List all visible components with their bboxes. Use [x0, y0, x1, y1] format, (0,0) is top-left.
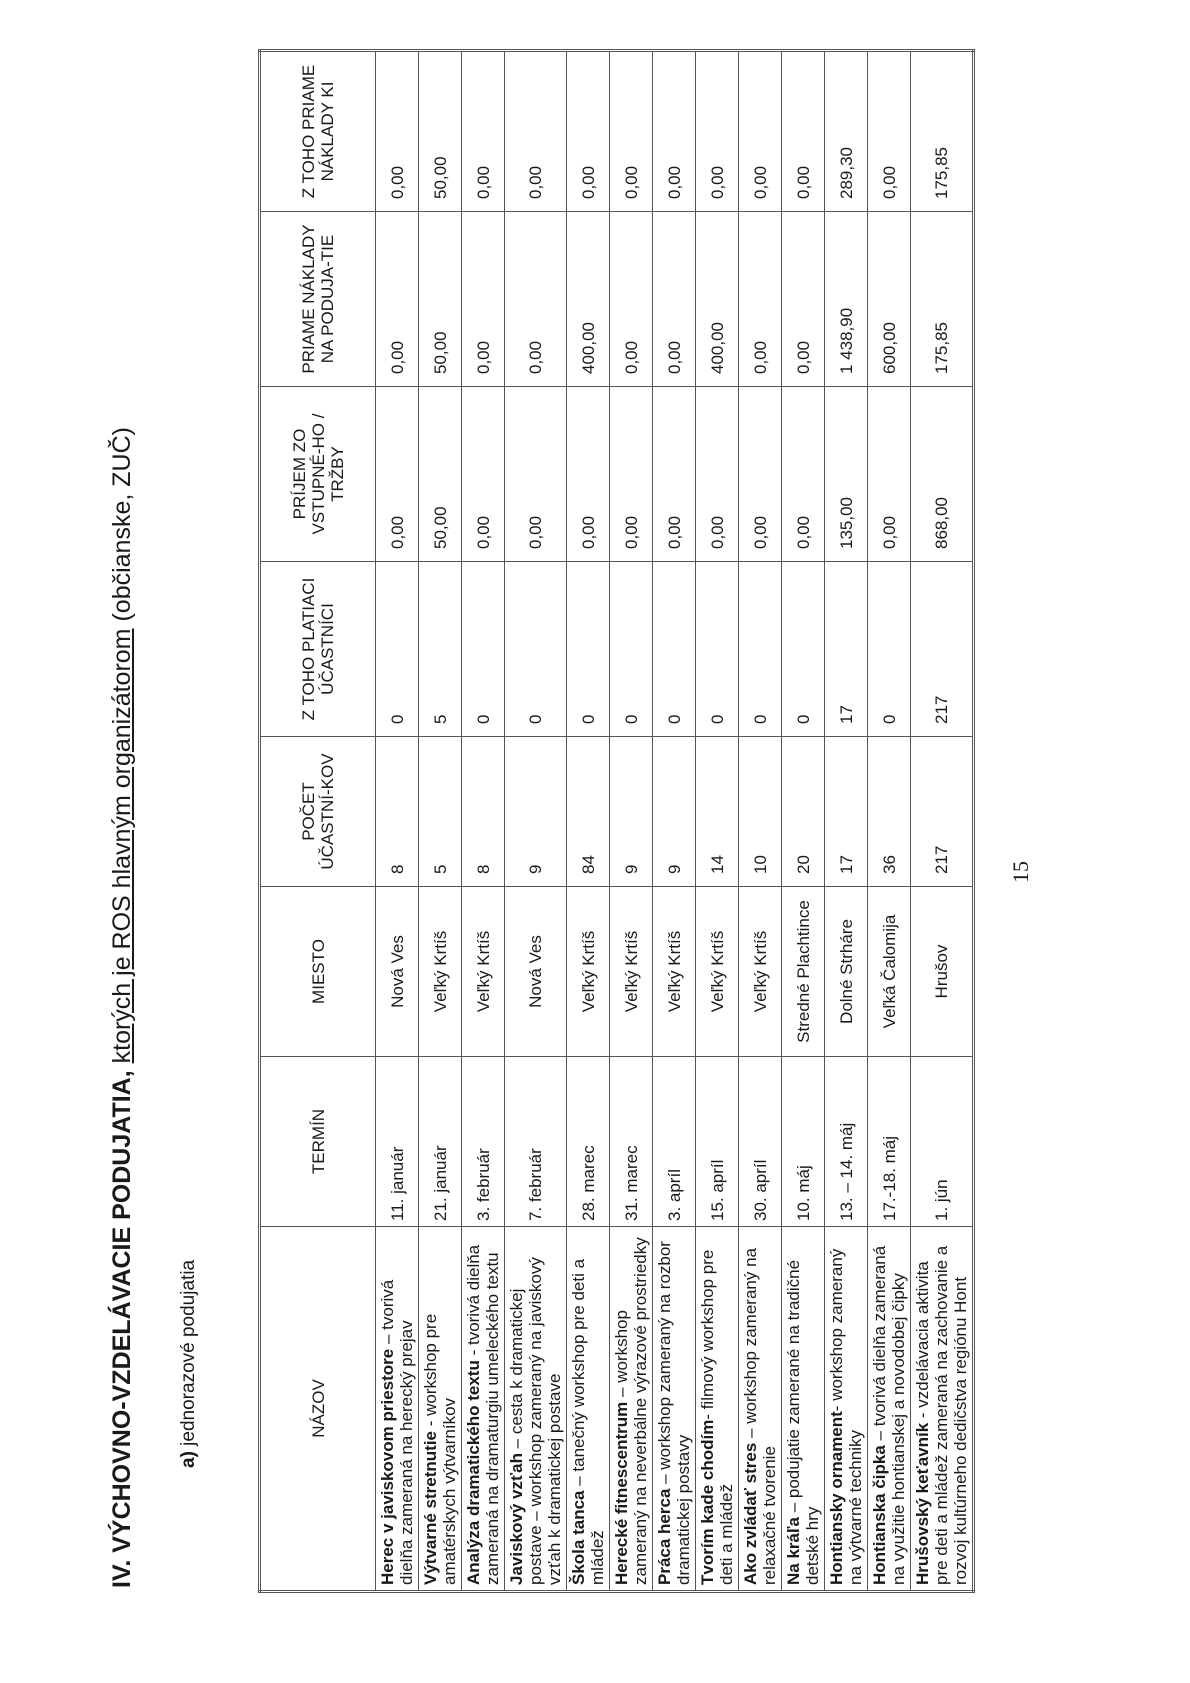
event-description: – workshop zameraný na neverbálne výrazové prostriedky — [612, 1237, 650, 1585]
table-row — [825, 51, 868, 1592]
cell-costs: 0,00 — [462, 212, 505, 387]
cell-income: 0,00 — [567, 387, 610, 562]
event-description: - tvorivá dielňa zameraná na dramaturgiu umeleckého textu — [464, 1244, 502, 1585]
cell-count: 9 — [610, 737, 653, 887]
cell-ki: 0,00 — [868, 51, 911, 212]
cell-ki: 0,00 — [376, 51, 419, 212]
cell-name — [782, 1227, 825, 1592]
cell-ki: 0,00 — [782, 51, 825, 212]
cell-paying: 0 — [505, 562, 567, 737]
cell-name — [653, 1227, 696, 1592]
cell-ki: 289,30 — [825, 51, 868, 212]
table-row — [462, 51, 505, 1592]
cell-place: Veľký Krtíš — [567, 887, 610, 1057]
event-description: – tanečný workshop pre deti a mládež — [569, 1258, 607, 1585]
event-title: Hrušovský keťavník — [913, 1422, 932, 1585]
section-heading — [108, 427, 137, 1588]
event-title: Na kráľa — [784, 1517, 803, 1585]
cell-term: 11. január — [376, 1057, 419, 1227]
events-table — [258, 49, 975, 1593]
table-row — [567, 51, 610, 1592]
cell-term: 10. máj — [782, 1057, 825, 1227]
cell-count: 20 — [782, 737, 825, 887]
cell-name — [505, 1227, 567, 1592]
table-row — [739, 51, 782, 1592]
heading-rest: (občianske, ZUČ) — [108, 427, 136, 622]
cell-name — [462, 1227, 505, 1592]
cell-place: Veľká Čalomija — [868, 887, 911, 1057]
cell-term: 3. apríl — [653, 1057, 696, 1227]
col-header-paying: Z TOHO PLATIACI ÚČASTNÍCI — [260, 562, 376, 737]
cell-name — [419, 1227, 462, 1592]
cell-term: 21. január — [419, 1057, 462, 1227]
heading-underlined: ktorých je ROS hlavným organizátorom — [108, 628, 136, 1064]
cell-term: 13. – 14. máj — [825, 1057, 868, 1227]
event-title: Škola tanca — [569, 1490, 588, 1585]
cell-place: Nová Ves — [376, 887, 419, 1057]
event-description: – workshop zameraný na relaxačné tvorenie — [741, 1248, 779, 1585]
cell-place: Veľký Krtíš — [739, 887, 782, 1057]
cell-place: Veľký Krtíš — [610, 887, 653, 1057]
cell-place: Hrušov — [911, 887, 974, 1057]
cell-costs: 175,85 — [911, 212, 974, 387]
page-number: 15 — [1008, 861, 1033, 883]
table-row — [696, 51, 739, 1592]
cell-term: 15. apríl — [696, 1057, 739, 1227]
cell-ki: 0,00 — [567, 51, 610, 212]
cell-income: 868,00 — [911, 387, 974, 562]
event-description: – podujatie zamerané na tradičné detské hry — [784, 1259, 822, 1585]
cell-count: 5 — [419, 737, 462, 887]
col-header-place: MIESTO — [260, 887, 376, 1057]
cell-income: 50,00 — [419, 387, 462, 562]
event-title: Tvorím kade chodím — [698, 1419, 717, 1585]
cell-ki: 0,00 — [462, 51, 505, 212]
subsection-heading — [178, 1260, 200, 1468]
event-description: – cesta k dramatickej postave – workshop zameraný na javiskový vzťah k dramatickej postave — [507, 1257, 564, 1585]
cell-count: 9 — [653, 737, 696, 887]
cell-costs: 400,00 — [567, 212, 610, 387]
cell-term: 1. jún — [911, 1057, 974, 1227]
event-title: Hontiansky ornament — [827, 1411, 846, 1585]
cell-place: Veľký Krtíš — [653, 887, 696, 1057]
cell-place: Nová Ves — [505, 887, 567, 1057]
cell-place: Stredné Plachtince — [782, 887, 825, 1057]
cell-name — [739, 1227, 782, 1592]
cell-place: Veľký Krtíš — [696, 887, 739, 1057]
table-body — [376, 51, 974, 1592]
cell-count: 84 — [567, 737, 610, 887]
event-title: Herecké fitnescentrum — [612, 1401, 631, 1585]
cell-costs: 1 438,90 — [825, 212, 868, 387]
cell-ki: 0,00 — [505, 51, 567, 212]
cell-paying: 17 — [825, 562, 868, 737]
cell-paying: 0 — [462, 562, 505, 737]
event-title: Hontianska čipka — [870, 1445, 889, 1585]
cell-paying: 0 — [567, 562, 610, 737]
cell-count: 10 — [739, 737, 782, 887]
cell-paying: 217 — [911, 562, 974, 737]
event-title: Analýza dramatického textu — [464, 1360, 483, 1585]
event-title: Javiskový vzťah — [507, 1453, 526, 1585]
table-row — [868, 51, 911, 1592]
cell-costs: 0,00 — [782, 212, 825, 387]
cell-term: 7. február — [505, 1057, 567, 1227]
event-title: Práca herca — [655, 1488, 674, 1585]
cell-paying: 5 — [419, 562, 462, 737]
col-header-term: TERMÍN — [260, 1057, 376, 1227]
col-header-costs: PRIAME NÁKLADY NA PODUJA-TIE — [260, 212, 376, 387]
table-header-row — [260, 51, 376, 1592]
cell-paying: 0 — [376, 562, 419, 737]
event-description: - filmový workshop pre deti a mládež — [698, 1249, 736, 1585]
col-header-ki: Z TOHO PRIAME NÁKLADY KI — [260, 51, 376, 212]
cell-paying: 0 — [782, 562, 825, 737]
cell-costs: 0,00 — [376, 212, 419, 387]
cell-count: 8 — [376, 737, 419, 887]
cell-name — [825, 1227, 868, 1592]
table-row — [782, 51, 825, 1592]
table-row — [419, 51, 462, 1592]
cell-count: 8 — [462, 737, 505, 887]
cell-income: 0,00 — [653, 387, 696, 562]
cell-paying: 0 — [610, 562, 653, 737]
table-row — [505, 51, 567, 1592]
cell-ki: 50,00 — [419, 51, 462, 212]
cell-income: 0,00 — [782, 387, 825, 562]
cell-ki: 175,85 — [911, 51, 974, 212]
cell-place: Dolné Strháre — [825, 887, 868, 1057]
cell-count: 36 — [868, 737, 911, 887]
cell-ki: 0,00 — [653, 51, 696, 212]
cell-paying: 0 — [653, 562, 696, 737]
cell-paying: 0 — [739, 562, 782, 737]
col-header-income: PRÍJEM ZO VSTUPNÉ-HO / TRŽBY — [260, 387, 376, 562]
cell-costs: 0,00 — [610, 212, 653, 387]
cell-name — [567, 1227, 610, 1592]
cell-term: 17.-18. máj — [868, 1057, 911, 1227]
cell-ki: 0,00 — [610, 51, 653, 212]
cell-income: 0,00 — [376, 387, 419, 562]
cell-name — [696, 1227, 739, 1592]
cell-count: 17 — [825, 737, 868, 887]
cell-income: 0,00 — [868, 387, 911, 562]
cell-name — [911, 1227, 974, 1592]
cell-count: 14 — [696, 737, 739, 887]
cell-term: 3. február — [462, 1057, 505, 1227]
cell-ki: 0,00 — [739, 51, 782, 212]
event-description: – tvorivá dielňa zameraná na využitie hontianskej a novodobej čipky — [870, 1245, 908, 1585]
cell-ki: 0,00 — [696, 51, 739, 212]
cell-income: 0,00 — [462, 387, 505, 562]
cell-count: 217 — [911, 737, 974, 887]
event-description: – tvorivá dielňa zameraná na herecký prejav — [378, 1279, 416, 1585]
cell-paying: 0 — [696, 562, 739, 737]
col-header-count: POČET ÚČASTNÍ-KOV — [260, 737, 376, 887]
cell-income: 135,00 — [825, 387, 868, 562]
cell-name — [868, 1227, 911, 1592]
event-title: Ako zvládať stres — [741, 1442, 760, 1585]
event-description: - workshop zameraný na výtvarné techniky — [827, 1248, 865, 1585]
cell-income: 0,00 — [505, 387, 567, 562]
col-header-name: NÁZOV — [260, 1227, 376, 1592]
cell-place: Veľký Krtíš — [462, 887, 505, 1057]
cell-income: 0,00 — [696, 387, 739, 562]
cell-term: 30. apríl — [739, 1057, 782, 1227]
cell-paying: 0 — [868, 562, 911, 737]
cell-name — [610, 1227, 653, 1592]
cell-income: 0,00 — [610, 387, 653, 562]
event-description: - workshop pre amatérskych výtvarníkov — [421, 1313, 459, 1585]
cell-place: Veľký Krtíš — [419, 887, 462, 1057]
cell-term: 28. marec — [567, 1057, 610, 1227]
cell-count: 9 — [505, 737, 567, 887]
heading-bold: IV. VÝCHOVNO-VZDELÁVACIE PODUJATIA, — [108, 1070, 136, 1588]
cell-name — [376, 1227, 419, 1592]
event-description: - vzdelávacia aktivita pre deti a mládež zameraná na zachovanie a rozvoj kultúrneho dedičstva regiónu Hont — [913, 1245, 970, 1585]
cell-costs: 0,00 — [505, 212, 567, 387]
event-title: Výtvarné stretnutie — [421, 1431, 440, 1585]
event-title: Herec v javiskovom priestore — [378, 1348, 397, 1585]
table-row — [376, 51, 419, 1592]
cell-income: 0,00 — [739, 387, 782, 562]
cell-costs: 0,00 — [653, 212, 696, 387]
cell-costs: 400,00 — [696, 212, 739, 387]
cell-term: 31. marec — [610, 1057, 653, 1227]
table-row — [653, 51, 696, 1592]
subsection-label: a) — [178, 1451, 199, 1468]
table-row — [911, 51, 974, 1592]
cell-costs: 50,00 — [419, 212, 462, 387]
table-row — [610, 51, 653, 1592]
cell-costs: 0,00 — [739, 212, 782, 387]
cell-costs: 600,00 — [868, 212, 911, 387]
event-description: – workshop zameraný na rozbor dramatickej postavy — [655, 1241, 693, 1585]
subsection-text: jednorazové podujatia — [178, 1259, 199, 1446]
